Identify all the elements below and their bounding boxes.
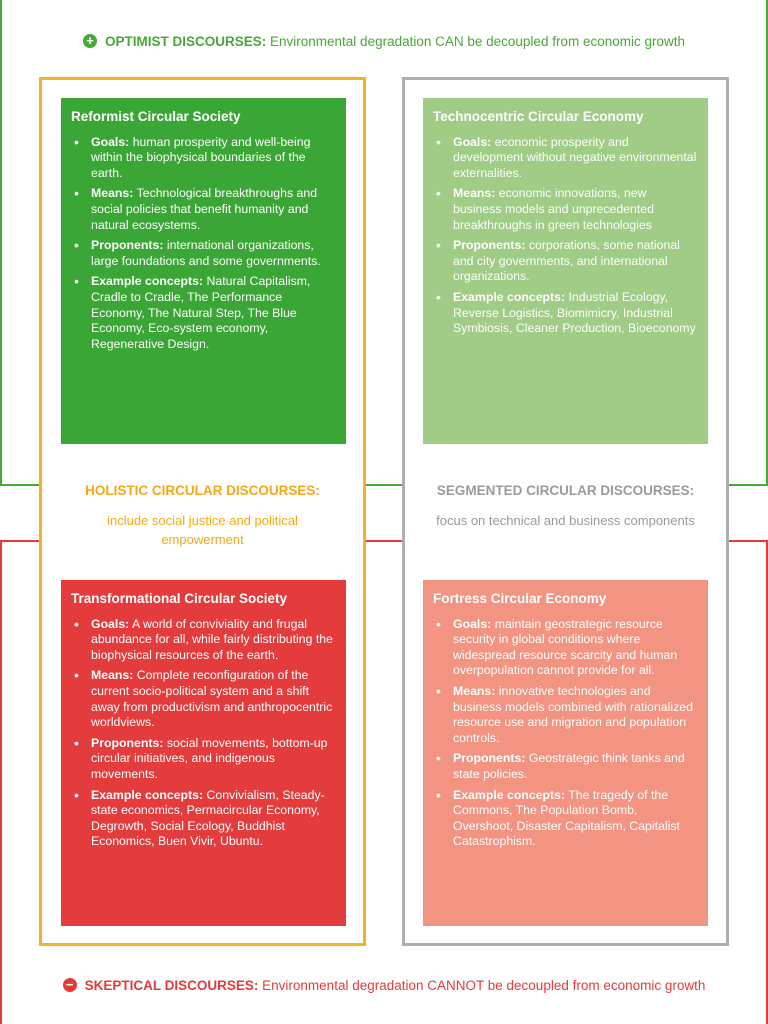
term-text: Geostrategic think tanks and state policies.: [453, 751, 685, 781]
card-item-means: [71, 668, 336, 730]
optimist-title: OPTIMIST DISCOURSES:: [104, 34, 267, 49]
term-text: Complete reconfiguration of the current socio-political system and a shift away from productivism and anthropocentric worldviews.: [91, 668, 333, 730]
term-label: Goals:: [91, 134, 130, 149]
card-item-means: [433, 186, 698, 233]
term-text: social movements, bottom-up circular initiatives, and indigenous movements.: [91, 735, 328, 781]
term-text: A world of conviviality and frugal abundance for all, while fairly distributing the biophysical resources of the earth.: [91, 616, 333, 662]
term-label: Goals:: [91, 616, 130, 631]
card-list: [433, 617, 698, 850]
term-label: Example concepts:: [91, 787, 204, 802]
term-text: The tragedy of the Commons, The Population Bomb, Overshoot, Disaster Capitalism, Capitalist Catastrophism.: [453, 787, 680, 849]
card-item-example-concepts: [433, 788, 698, 850]
fortress-circular-economy-card: [423, 580, 708, 926]
term-label: Proponents:: [91, 735, 164, 750]
card-title: Technocentric Circular Economy: [433, 109, 644, 124]
skeptical-text: Environmental degradation CANNOT be decoupled from economic growth: [262, 978, 706, 993]
card-list: [71, 617, 336, 850]
skeptical-title: SKEPTICAL DISCOURSES:: [84, 978, 259, 993]
term-text: economic prosperity and development without negative environmental externalities.: [453, 134, 697, 180]
term-label: Means:: [453, 186, 496, 201]
card-item-example-concepts: [433, 290, 698, 337]
term-label: Example concepts:: [453, 787, 566, 802]
optimist-header: [0, 34, 768, 49]
card-item-example-concepts: [71, 274, 336, 352]
term-text: international organizations, large foundations and some governments.: [91, 238, 321, 268]
minus-icon: −: [63, 978, 77, 992]
technocentric-circular-economy-card: [423, 98, 708, 444]
card-item-goals: [71, 135, 336, 182]
term-label: Means:: [453, 683, 496, 698]
card-item-goals: [71, 617, 336, 664]
card-item-proponents: [71, 238, 336, 269]
term-text: corporations, some national and city governments, and international organizations.: [453, 238, 680, 284]
term-text: Natural Capitalism, Cradle to Cradle, The Performance Economy, The Natural Step, The Blue Economy, Eco-system economy, Regenerative Design.: [91, 274, 311, 351]
term-label: Means:: [91, 668, 134, 683]
term-text: Industrial Ecology, Reverse Logistics, Biomimicry, Industrial Symbiosis, Cleaner Production, Bioeconomy: [453, 289, 696, 336]
term-text: economic innovations, new business models and unprecedented breakthroughs in green technologies: [453, 186, 654, 232]
card-item-means: [71, 186, 336, 233]
reformist-circular-society-card: [61, 98, 346, 444]
card-item-proponents: [433, 238, 698, 285]
optimist-text: Environmental degradation CAN be decoupled from economic growth: [270, 34, 685, 49]
segmented-description: focus on technical and business components: [436, 513, 695, 528]
card-item-proponents: [71, 736, 336, 783]
transformational-circular-society-card: [61, 580, 346, 926]
term-text: Technological breakthroughs and social policies that benefit humanity and natural ecosystems.: [91, 186, 318, 232]
card-item-goals: [433, 135, 698, 182]
card-item-proponents: [433, 751, 698, 782]
term-text: Convivialism, Steady-state economics, Permacircular Economy, Degrowth, Social Ecology, Buddhist Economics, Buen Vivir, Ubuntu.: [91, 787, 325, 849]
term-label: Proponents:: [453, 751, 526, 766]
card-item-means: [433, 684, 698, 746]
term-text: innovative technologies and business models combined with rationalized resource use and migration and population controls.: [453, 683, 693, 745]
card-item-example-concepts: [71, 788, 336, 850]
card-list: [71, 135, 336, 353]
holistic-discourses-label: [39, 483, 366, 549]
plus-icon: +: [83, 34, 97, 48]
term-text: human prosperity and well-being within the biophysical boundaries of the earth.: [91, 134, 311, 180]
card-title: Reformist Circular Society: [71, 109, 241, 124]
card-title: Fortress Circular Economy: [433, 591, 607, 606]
term-label: Example concepts:: [91, 274, 204, 289]
term-label: Means:: [91, 186, 134, 201]
term-label: Goals:: [453, 616, 492, 631]
segmented-discourses-label: [402, 483, 729, 530]
term-label: Proponents:: [453, 238, 526, 253]
holistic-title: HOLISTIC CIRCULAR DISCOURSES:: [85, 483, 320, 498]
card-title: Transformational Circular Society: [71, 591, 288, 606]
term-text: maintain geostrategic resource security in global conditions where widespread resource scarcity and human overpopulation cannot provide for all.: [453, 616, 678, 678]
term-label: Proponents:: [91, 238, 164, 253]
skeptical-header: [0, 978, 768, 993]
holistic-description: include social justice and political empowerment: [107, 513, 298, 547]
term-label: Goals:: [453, 134, 492, 149]
card-item-goals: [433, 617, 698, 679]
card-list: [433, 135, 698, 337]
term-label: Example concepts:: [453, 289, 566, 304]
segmented-title: SEGMENTED CIRCULAR DISCOURSES:: [436, 483, 695, 498]
